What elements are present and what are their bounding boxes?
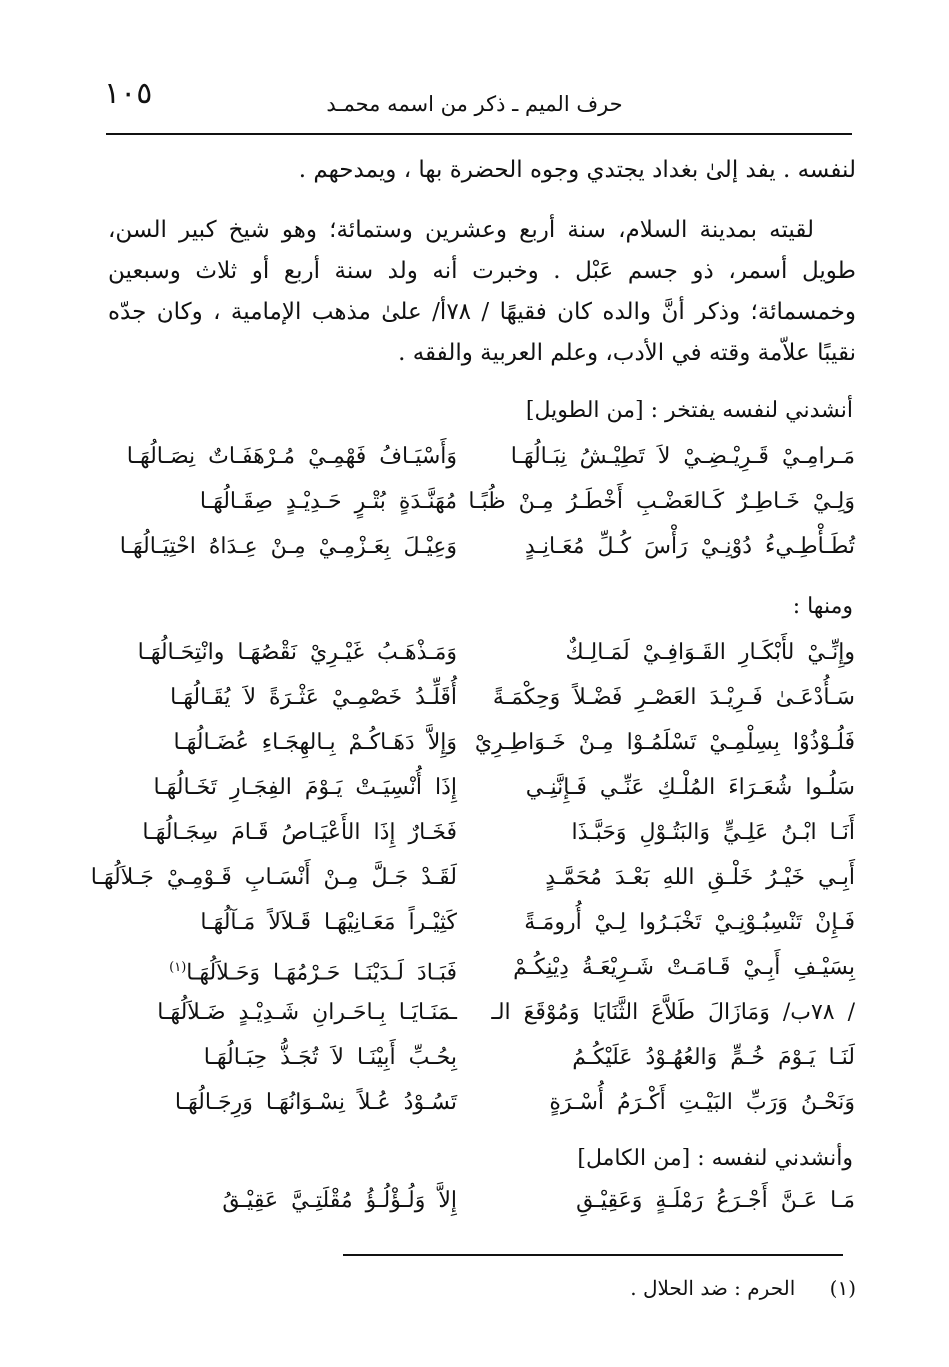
verse-5-a: سَـأُدْعَـىٰ فَـرِيْـدَ العَصْـرِ فَضْـلاً وَحِكْمَـةً — [492, 685, 855, 710]
verse-2-a: وَلِـيْ خَـاطِـرٌ كَـالعَضْـبِ أَخْطَـرُ مِـنْ ظُبًـا — [468, 489, 855, 514]
verse-11-b — [107, 953, 457, 988]
verse-6-a: فَلُـوْذُوْا بِسِلْمِـيْ تَسْلَمُـوْا مِـنْ خَـوَاطِـرِيْ — [474, 730, 855, 755]
page-number: ١٠٥ — [104, 76, 153, 111]
verse-10-b: كَثِيْـراً مَعَـانِيْهَـا قَـلاَلاً مَـآلُهَـا — [200, 910, 457, 935]
verse-8-b: فَخَـارٌ إِذَا الأَعْيَـاصُ قَـامَ سِجَـالُهَـا — [142, 820, 457, 845]
verse-4-a: وإِنِّـيْ لأَبْكَـارِ القَـوَافِـيْ لَمَـالِـكٌ — [565, 640, 855, 665]
verse-5-b: أُقَلِّـدُ خَصْمِـيْ عَثْـرَةً لاَ يُقَـالُهَـا — [170, 685, 457, 710]
verse-14-a: وَنَحْـنُ وَرَبِّ البَيْـتِ أَكْـرَمُ أُسْـرَةٍ — [549, 1090, 855, 1115]
footnote-text: الحرم : ضد الحلال . — [630, 1276, 796, 1300]
verse-4-b: وَمَـذْهَـبُ غَيْـرِيْ نَقْصُهَـا وانْتِحَـالُهَـا — [137, 640, 457, 665]
verse-12-a: / ٧٨ب/ وَمَازَالَ طَلاَّعَ الثَّنَايَا وَمُوْقَعَ الـ — [491, 1000, 855, 1025]
verse-11-b-text: فَبَـادَ لَـدَيْنَـا حَـرْمُهَـا وَحَـلاَلُهَـا — [186, 960, 457, 986]
verse-12-b: ـمَنَـايَـا بِـاحَـرانِ شَـدِيْـدٍ ضَـلاَلُهَـا — [157, 1000, 457, 1025]
poem-intro-3: وأنشدني لنفسه : [من الكامل] — [577, 1146, 853, 1171]
poem-intro-1: أنشدني لنفسه يفتخر : [من الطويل] — [525, 398, 853, 423]
verse-7-b: إِذَا أُنْسِيَـتْ يَـوْمَ الفِجَـارِ تَخَـالُهَـا — [153, 775, 457, 800]
footnote-marker: (١) — [169, 960, 187, 975]
verse-2-b: مُهَنَّـدَةٍ بُتْـرٍ حَـدِيْـدٍ صِقَـالُهَـا — [199, 489, 457, 514]
verse-3-a: تُطَـأْطِـيءُ دُوْنِـيْ رَأْسَ كُـلِّ مُعَـانِـدٍ — [524, 534, 855, 559]
verse-15-b: إِلاَّ وَلُـؤْلُـؤُ مُقْلَتِـيَّ عَقِيْـقُ — [222, 1188, 457, 1213]
verse-10-a: فَـإِنْ تَنْسِبُـوْنِـيْ تَخْبَـرُوا لِـيْ أُرومَـةً — [524, 910, 855, 935]
verse-9-b: لَقَـدْ جَـلَّ مِـنْ أَنْسَـابِ قَـوْمِـيْ جَـلاَلُهَـا — [90, 865, 457, 890]
footnote — [630, 1276, 856, 1300]
verse-13-a: لَنَـا يَـوْمَ خُـمٍّ وَالعُهُـوْدُ عَلَيْكُـمُ — [572, 1045, 855, 1070]
verse-8-a: أَنَـا ابْـنُ عَلِـيٍّ وَالبَتُـوْلِ وَحَبَّـذَا — [571, 820, 855, 845]
poem-intro-2: ومنها : — [792, 594, 853, 619]
verse-13-b: بِحُـبِّ أَبِيْنَـا لاَ تُجَـذُّ حِبَـالُهَـا — [203, 1045, 457, 1070]
verse-3-b: وَعِيْـلَ بِعَـزْمِـيْ مِـنْ عِـدَاهُ احْتِيَـالُهَـا — [119, 534, 457, 559]
footnote-number: (١) — [829, 1276, 856, 1300]
verse-7-a: سَلُـوا شُعَـرَاءَ المُلْـكِ عَنِّـي فَـإِنَّنِـي — [525, 775, 855, 800]
verse-1-b: وَأَسْيَـافُ فَهْمِـيْ مُـرْهَفَـاتٌ نِصَـالُهَـا — [126, 444, 457, 469]
verse-15-a: مَـا عَـنَّ أَجْـرَعُ رَمْلَـةٍ وَعَقِيْـقِ — [576, 1188, 855, 1213]
verse-6-b: وَإِلاَّ دَهَـاكُـمْ بِـالهِجَـاءِ عُضَـالُهَـا — [173, 730, 457, 755]
paragraph-2: لقيته بمدينة السلام، سنة أربع وعشرين وستمائة؛ وهو شيخ كبير السن، طويل أسمر، ذو جسم عَبْل . وخبرت أنه ولد سنة أربع أو ثلاث وسبعين وخمسمائة؛ وذكر أنَّ والده كان فقيهًا / ٧٨أ/ علىٰ مذهب الإمامية ، وكان جدّه نقيبًا علاّمة وقته في الأدب، وعلم العربية والفقه . — [108, 217, 857, 366]
paragraph-1: لنفسه . يفد إلىٰ بغداد يجتدي وجوه الحضرة بها ، ويمدحهم . — [298, 157, 856, 183]
footnote-rule — [343, 1254, 843, 1256]
verse-1-a: مَـرامِـيْ قَـرِيْـضِـيْ لاَ تَطِيْـشُ نِبَـالُهَـا — [510, 444, 855, 469]
running-head: حرف الميم ـ ذكر من اسمه محمـد — [326, 92, 623, 116]
verse-11-a: بِسَيْـفِ أَبِـيْ قَـامَـتْ شَـرِيْعَـةُ دِيْنِكُـمْ — [513, 955, 855, 980]
verse-9-a: أَبِـي خَيْـرُ خَلْـقِ اللهِ بَعْـدَ مُحَمَّـدٍ — [545, 865, 855, 890]
verse-14-b: تَسُـوْدُ عُـلاً نِسْـوَانُهَـا وَرِجَـالُهَـا — [174, 1090, 457, 1115]
header-rule — [106, 133, 852, 135]
